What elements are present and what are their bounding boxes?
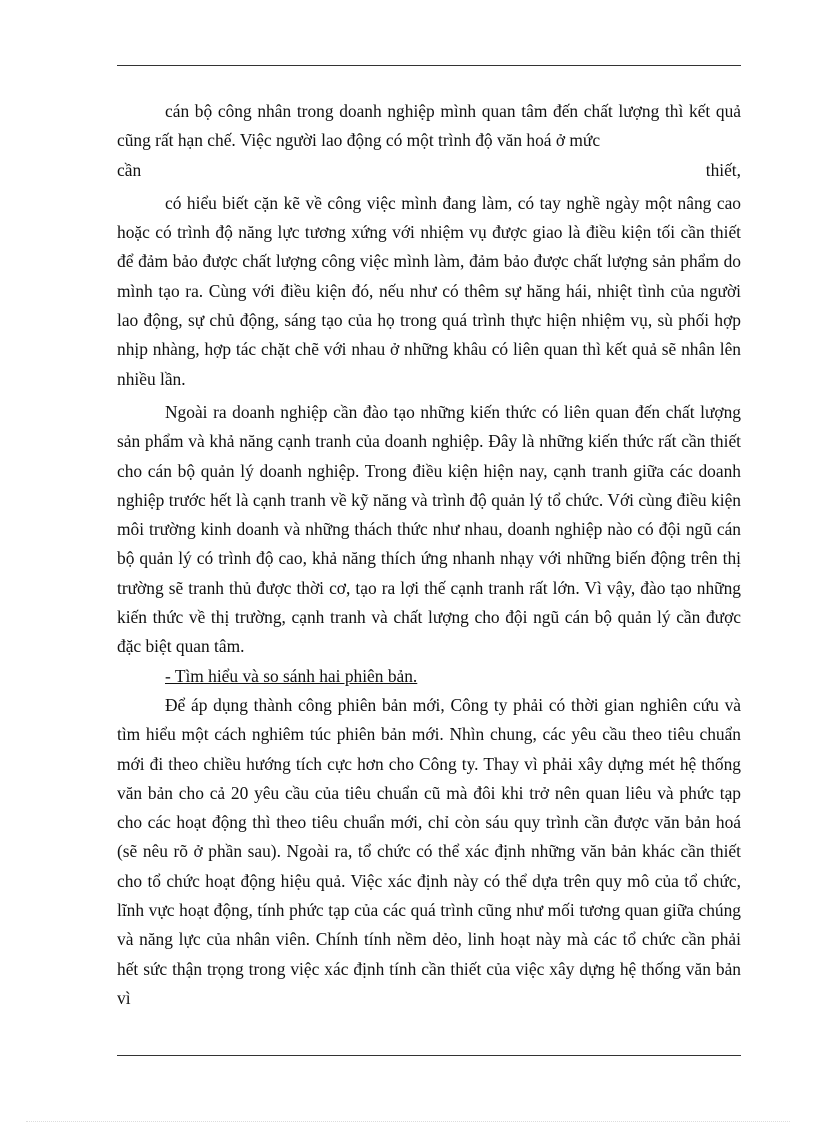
section-heading-text: - Tìm hiểu và so sánh hai phiên bản.	[165, 665, 418, 686]
page-edge-dots	[26, 1121, 790, 1122]
section-heading	[117, 662, 741, 691]
paragraph-4: Để áp dụng thành công phiên bản mới, Công ty phải có thời gian nghiên cứu và tìm hiểu một cách nghiêm túc phiên bản mới. Nhìn chung, các yêu cầu theo tiêu chuẩn mới đi theo chiều hướng tích cực hơn cho Công ty. Thay vì phải xây dựng mét hệ thống văn bản cho cả 20 yêu cầu của tiêu chuẩn cũ mà đôi khi trở nên quan liêu và phức tạp cho các hoạt động thì theo tiêu chuẩn mới, chỉ còn sáu quy trình cần được văn bản hoá (sẽ nêu rõ ở phần sau). Ngoài ra, tổ chức có thể xác định những văn bản khác cần thiết cho tổ chức hoạt động hiệu quả. Việc xác định này có thể dựa trên quy mô của tổ chức, lĩnh vực hoạt động, tính phức tạp của các quá trình cũng như mối tương quan giữa chúng và năng lực của nhân viên. Chính tính nềm dẻo, linh hoạt này mà các tổ chức cần phải hết sức thận trọng trong việc xác định tính cần thiết của việc xây dựng hệ thống văn bản vì	[117, 694, 741, 1008]
split-line-left: cần	[117, 159, 142, 180]
header-rule	[117, 65, 741, 66]
justified-line	[117, 156, 741, 185]
split-line-right: thiết,	[705, 159, 741, 180]
footer-rule	[117, 1055, 741, 1056]
paragraph-3: Ngoài ra doanh nghiệp cần đào tạo những kiến thức có liên quan đến chất lượng sản phẩm và khả năng cạnh tranh của doanh nghiệp. Đây là những kiến thức rất cần thiết cho cán bộ quản lý doanh nghiệp. Trong điều kiện hiện nay, cạnh tranh giữa các doanh nghiệp trước hết là cạnh tranh về kỹ năng và trình độ quản lý tổ chức. Với cùng điều kiện môi trường kinh doanh và những thách thức như nhau, doanh nghiệp nào có đội ngũ cán bộ quản lý có trình độ cao, khả năng thích ứng nhanh nhạy với những biến động trên thị trường sẽ tranh thủ được thời cơ, tạo ra lợi thế cạnh tranh rất lớn. Vì vậy, đào tạo những kiến thức về thị trường, cạnh tranh và chất lượng cho đội ngũ cán bộ quản lý cần được đặc biệt quan tâm.	[117, 401, 741, 657]
paragraph-1: cán bộ công nhân trong doanh nghiệp mình quan tâm đến chất lượng thì kết quả cũng rất hạn chế. Việc người lao động có một trình độ văn hoá ở mức	[117, 101, 741, 151]
body-text	[117, 97, 741, 1013]
paragraph-2: có hiểu biết cặn kẽ về công việc mình đang làm, có tay nghề ngày một nâng cao hoặc có trình độ năng lực tương xứng với nhiệm vụ được giao là điều kiện tối cần thiết để đảm bảo được chất lượng công việc mình làm, đảm bảo được chất lượng sản phẩm do mình tạo ra. Cùng với điều kiện đó, nếu như có thêm sự hăng hái, nhiệt tình của người lao động, sự chủ động, sáng tạo của họ trong quá trình thực hiện nhiệm vụ, sù phối hợp nhịp nhàng, hợp tác chặt chẽ với nhau ở những khâu có liên quan thì kết quả sẽ nhân lên nhiều lần.	[117, 192, 741, 389]
